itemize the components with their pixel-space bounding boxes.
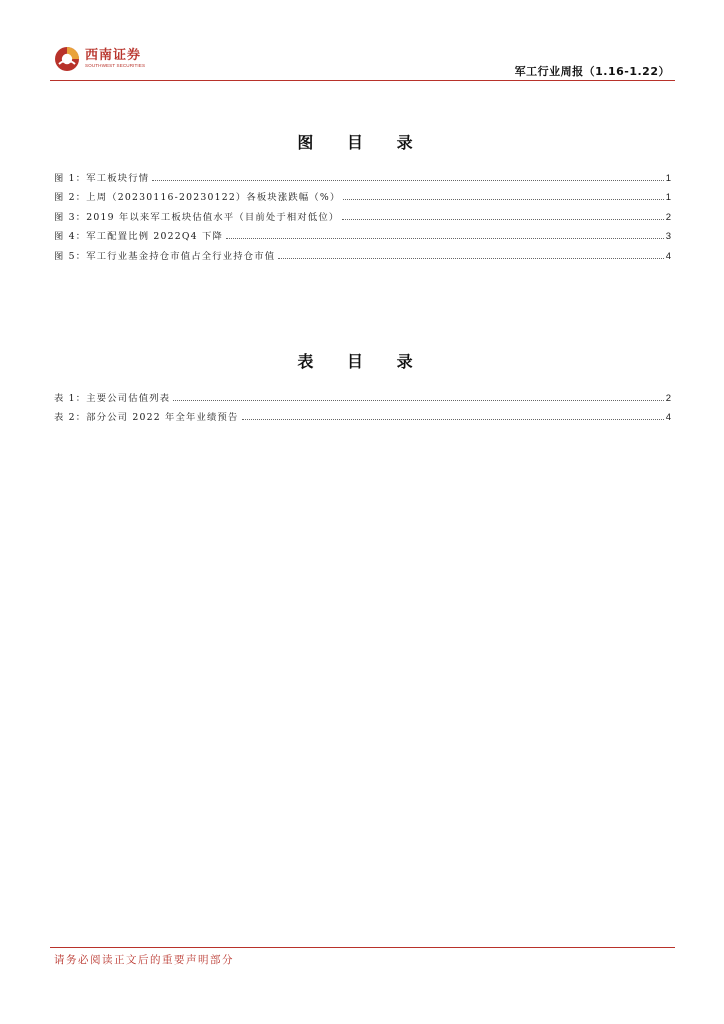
toc-entry-page: 4 (665, 250, 671, 262)
table-toc-list (54, 384, 671, 423)
toc-leader-dots (152, 180, 663, 181)
toc-leader-dots (242, 419, 664, 420)
toc-leader-dots (342, 219, 663, 220)
toc-entry-page: 2 (665, 211, 671, 223)
footer-divider (50, 947, 675, 948)
table-toc-title: 表 目 录 (297, 352, 427, 371)
toc-entry-table-2[interactable] (54, 404, 671, 424)
toc-entry-page: 1 (665, 172, 671, 184)
toc-entry-label: 图 5：军工行业基金持仓市值占全行业持仓市值 (54, 250, 276, 262)
page-header (0, 0, 724, 82)
toc-entry-figure-5[interactable] (54, 242, 671, 262)
logo-emblem-icon (54, 46, 80, 72)
toc-leader-dots (173, 400, 663, 401)
toc-leader-dots (343, 199, 663, 200)
header-divider (50, 80, 675, 81)
toc-entry-page: 3 (665, 231, 671, 242)
toc-entry-page: 2 (665, 392, 671, 404)
toc-entry-label: 表 1：主要公司估值列表 (54, 392, 171, 404)
toc-entry-figure-2[interactable] (54, 184, 671, 204)
toc-entry-figure-4[interactable] (54, 223, 671, 243)
toc-entry-label: 表 2：部分公司 2022 年全年业绩预告 (54, 412, 239, 423)
figure-toc-list (54, 164, 671, 262)
company-logo (54, 44, 154, 74)
toc-entry-figure-3[interactable] (54, 203, 671, 223)
toc-leader-dots (226, 238, 664, 239)
toc-entry-figure-1[interactable] (54, 164, 671, 184)
footer-disclaimer: 请务必阅读正文后的重要声明部分 (54, 954, 234, 966)
logo-chinese-text: 西南证券 (85, 48, 142, 64)
figure-toc-title: 图 目 录 (297, 133, 427, 152)
toc-entry-page: 1 (665, 192, 671, 203)
toc-entry-label: 图 1：军工板块行情 (54, 172, 150, 184)
toc-entry-label: 图 4：军工配置比例 2022Q4 下降 (54, 231, 223, 242)
toc-entry-page: 4 (665, 412, 671, 423)
logo-english-text: SOUTHWEST SECURITIES (85, 63, 146, 69)
toc-entry-label: 图 2：上周（20230116-20230122）各板块涨跌幅（%） (54, 192, 341, 203)
toc-leader-dots (278, 258, 663, 259)
toc-entry-table-1[interactable] (54, 384, 671, 404)
toc-entry-label: 图 3：2019 年以来军工板块估值水平（目前处于相对低位） (54, 211, 340, 223)
report-title: 军工行业周报（1.16-1.22） (514, 65, 670, 78)
